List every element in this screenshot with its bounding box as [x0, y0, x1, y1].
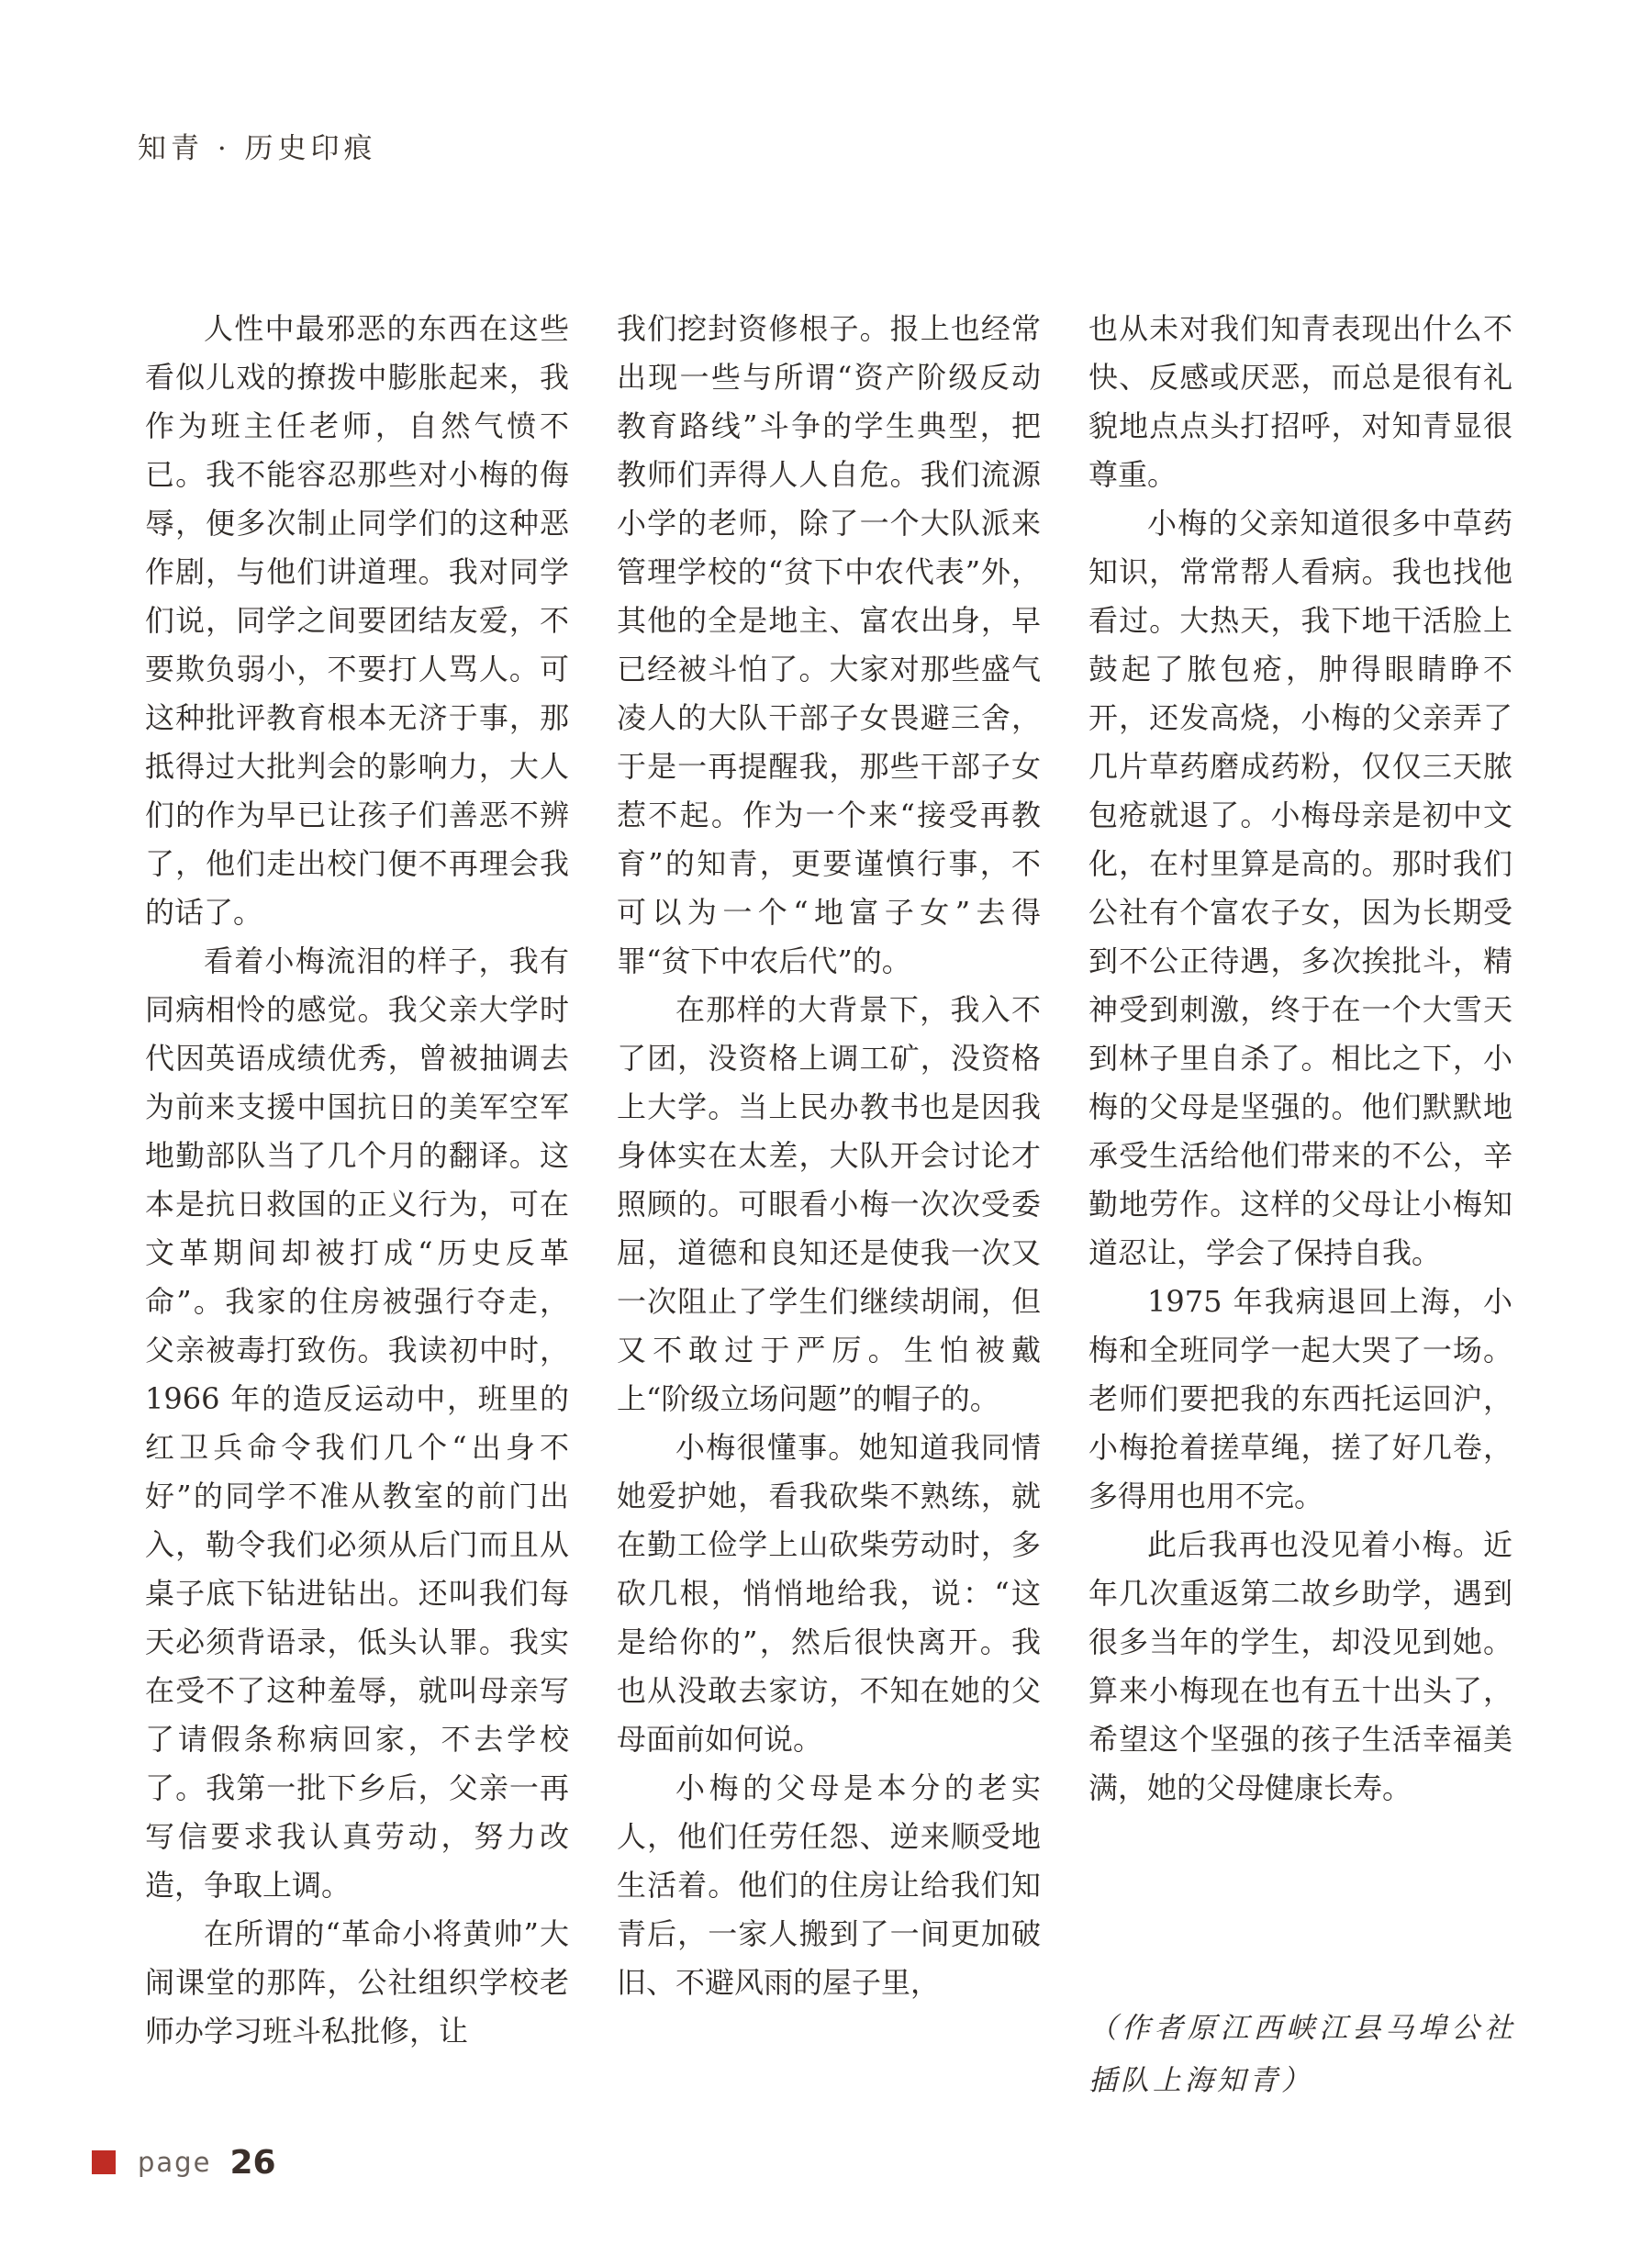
- page-label: page: [138, 2147, 212, 2178]
- footer-red-square-icon: [92, 2150, 116, 2174]
- text-column-2: [617, 305, 1041, 2007]
- section-header: 知青 · 历史印痕: [138, 132, 377, 165]
- paragraph-continuation: 我们挖封资修根子。报上也经常出现一些与所谓“资产阶级反动教育路线”斗争的学生典型，把教师们弄得人人自危。我们流源小学的老师，除了一个大队派来管理学校的“贫下中农代表”外，其他的全是地主、富农出身，早已经被斗怕了。大家对那些盛气凌人的大队干部子女畏避三舍，于是一再提醒我，那些干部子女惹不起。作为一个来“接受再教育”的知青，更要谨慎行事，不可以为一个“地富子女”去得罪“贫下中农后代”的。: [617, 311, 1041, 978]
- author-note: （作者原江西峡江县马埠公社插队上海知青）: [1088, 2012, 1516, 2097]
- page-footer: [92, 2144, 276, 2181]
- text-column-1: [145, 305, 569, 2056]
- paragraph: 在所谓的“革命小将黄帅”大闹课堂的那阵，公社组织学校老师办学习班斗私批修，让: [145, 1916, 569, 2049]
- paragraph: 看着小梅流泪的样子，我有同病相怜的感觉。我父亲大学时代因英语成绩优秀，曾被抽调去为前来支援中国抗日的美军空军地勤部队当了几个月的翻译。这本是抗日救国的正义行为，可在文革期间却被打成“历史反革命”。我家的住房被强行夺走，父亲被毒打致伤。我读初中时，1966 年的造反运动中，班里的红卫兵命令我们几个“出身不好”的同学不准从教室的前门出入，勒令我们必须从后门而且从桌子底下钻进钻出。还叫我们每天必须背语录，低头认罪。我实在受不了这种羞辱，就叫母亲写了请假条称病回家，不去学校了。我第一批下乡后，父亲一再写信要求我认真劳动，努力改造，争取上调。: [145, 943, 569, 1903]
- paragraph: 1975 年我病退回上海，小梅和全班同学一起大哭了一场。老师们要把我的东西托运回沪，小梅抢着搓草绳，搓了好几卷，多得用也用不完。: [1088, 1284, 1512, 1513]
- paragraph: 小梅很懂事。她知道我同情她爱护她，看我砍柴不熟练，就在勤工俭学上山砍柴劳动时，多砍几根，悄悄地给我，说：“这是给你的”，然后很快离开。我也从没敢去家访，不知在她的父母面前如何说。: [617, 1430, 1041, 1757]
- paragraph-continuation: 也从未对我们知青表现出什么不快、反感或厌恶，而总是很有礼貌地点点头打招呼，对知青显很尊重。: [1088, 311, 1512, 492]
- paragraph: 此后我再也没见着小梅。近年几次重返第二故乡助学，遇到很多当年的学生，却没见到她。算来小梅现在也有五十出头了，希望这个坚强的孩子生活幸福美满，她的父母健康长寿。: [1088, 1527, 1512, 1805]
- paragraph: 小梅的父亲知道很多中草药知识，常常帮人看病。我也找他看过。大热天，我下地干活脸上鼓起了脓包疮，肿得眼睛睁不开，还发高烧，小梅的父亲弄了几片草药磨成药粉，仅仅三天脓包疮就退了。小梅母亲是初中文化，在村里算是高的。那时我们公社有个富农子女，因为长期受到不公正待遇，多次挨批斗，精神受到刺激，终于在一个大雪天到林子里自杀了。相比之下，小梅的父母是坚强的。他们默默地承受生活给他们带来的不公，辛勤地劳作。这样的父母让小梅知道忍让，学会了保持自我。: [1088, 506, 1512, 1270]
- paragraph: 人性中最邪恶的东西在这些看似儿戏的撩拨中膨胀起来，我作为班主任老师，自然气愤不已。我不能容忍那些对小梅的侮辱，便多次制止同学们的这种恶作剧，与他们讲道理。我对同学们说，同学之间要团结友爱，不要欺负弱小，不要打人骂人。可这种批评教育根本无济于事，那抵得过大批判会的影响力，大人们的作为早已让孩子们善恶不辨了，他们走出校门便不再理会我的话了。: [145, 311, 569, 930]
- paragraph: 小梅的父母是本分的老实人，他们任劳任怨、逆来顺受地生活着。他们的住房让给我们知青后，一家人搬到了一间更加破旧、不避风雨的屋子里，: [617, 1770, 1041, 2000]
- page-number: 26: [229, 2143, 276, 2182]
- text-column-3: [1088, 305, 1512, 1813]
- paragraph: 在那样的大背景下，我入不了团，没资格上调工矿，没资格上大学。当上民办教书也是因我身体实在太差，大队开会讨论才照顾的。可眼看小梅一次次受委屈，道德和良知还是使我一次又一次阻止了学生们继续胡闹，但又不敢过于严厉。生怕被戴上“阶级立场问题”的帽子的。: [617, 992, 1041, 1416]
